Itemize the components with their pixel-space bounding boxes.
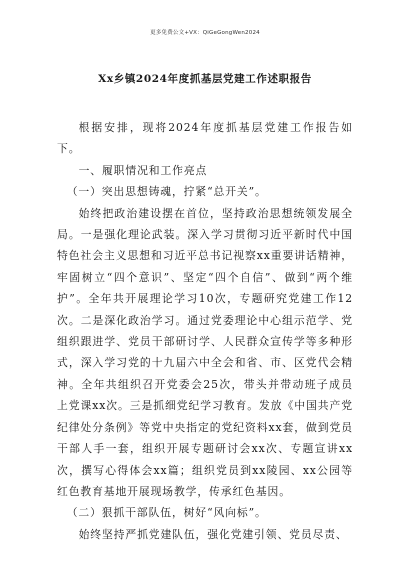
section-heading: 一、履职情况和工作亮点 [78,163,208,177]
document-body [57,117,353,545]
intro-paragraph: 根据安排，现将2024年度抓基层党建工作报告如下。 [57,121,353,156]
document-title: Xx乡镇2024年度抓基层党建工作述职报告 [98,73,312,85]
body-paragraph: 始终把政治建设摆在首位，坚持政治思想统领发展全局。一是强化理论武装。深入学习贯彻习近平新时代中国特色社会主义思想和习近平总书记视察xx重要讲话精神，牢固树立“四个意识”、坚定“四个自信”、做到“两个维护”。全年共开展理论学习10次，专题研究党建工作12次。二是深化政治学习。通过党委理论中心组示范学、党组织跟进学、党员干部研讨学、人民群众宣传学等多种形式，深入学习党的十九届六中全会和省、市、区党代会精神。全年共组织召开党委会25次，带头并带动班子成员上党课xx次。三是抓细党纪学习教育。发放《中国共产党纪律处分条例》等党中央指定的党纪资料xx套，做到党员干部人手一套，组织开展专题研讨会xx次、专题宣讲xx次，撰写心得体会xx篇；组织党员到xx陵园、xx公园等红色教育基地开展现场教学，传承红色基因。 [57,206,353,498]
subsection-heading: （一）突出思想铸魂，拧紧“总开关”。 [66,185,267,199]
subsection-heading: （二）狠抓干部队伍，树好“风向标”。 [66,506,267,520]
body-paragraph: 始终坚持严抓党建队伍，强化党建引领、党员尽责、 [78,527,348,541]
header-note: 更多免费公文+VX：QiGeGongWen2024 [150,30,260,36]
